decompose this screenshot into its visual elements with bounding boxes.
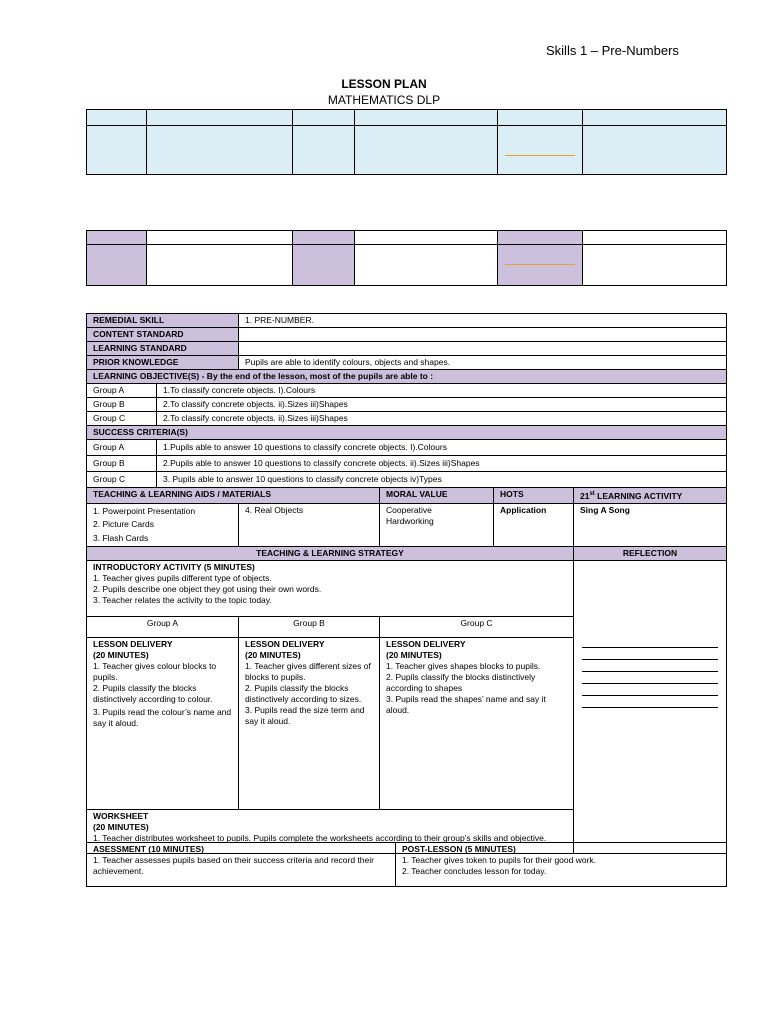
info-cell [293, 231, 355, 245]
worksheet-title: WORKSHEET [93, 811, 149, 822]
reflection-heading: REFLECTION [574, 547, 727, 561]
post-lesson-cell [396, 843, 727, 887]
group-label: Group C [380, 617, 574, 638]
intro-line: 3. Teacher relates the activity to the topic today. [93, 595, 272, 606]
delivery-line: 2. Pupils classify the blocks distinctively according to shapes [386, 672, 536, 694]
table-row [87, 314, 727, 328]
success-text: 2.Pupils able to answer 10 questions to classify concrete objects. ii).Sizes iii)Shapes [157, 456, 727, 472]
intro-line: 1. Teacher gives pupils different type of objects. [93, 573, 272, 584]
info-cell [87, 126, 147, 175]
success-group: Group B [87, 456, 157, 472]
delivery-title: LESSON DELIVERY [93, 639, 173, 650]
objective-text: 2.To classify concrete objects. ii).Sizes iii)Shapes [157, 398, 727, 412]
intro-title: INTRODUCTORY ACTIVITY (5 MINUTES) [93, 562, 255, 573]
info-cell [498, 231, 583, 245]
aid-item: 3. Flash Cards [93, 532, 149, 543]
delivery-duration: (20 MINUTES) [386, 650, 442, 661]
moral-item: Hardworking [386, 515, 434, 526]
lesson-plan-subtitle: MATHEMATICS DLP [327, 93, 441, 107]
info-cell [355, 231, 498, 245]
aid-item: 4. Real Objects [239, 503, 380, 547]
remedial-skill-value: 1. PRE-NUMBER. [239, 314, 727, 328]
post-lesson-line: 1. Teacher gives token to pupils for their good work. [402, 855, 597, 865]
delivery-group-a [87, 638, 239, 810]
info-cell [498, 126, 583, 175]
table-row [87, 503, 727, 547]
skills-label: Skills 1 – Pre-Numbers [546, 43, 679, 58]
table-row [87, 370, 727, 384]
objectives-heading: LEARNING OBJECTIVE(S) - By the end of the lesson, most of the pupils are able to : [87, 370, 727, 384]
info-table-2 [86, 230, 727, 286]
assessment-text: 1. Teacher assesses pupils based on their success criteria and record their achievement. [93, 855, 374, 876]
success-heading: SUCCESS CRITERIA(S) [87, 426, 727, 440]
info-cell [583, 126, 727, 175]
hots-heading: HOTS [494, 488, 574, 504]
aids-list [87, 503, 239, 547]
strategy-heading: TEACHING & LEARNING STRATEGY [87, 547, 574, 561]
success-row [87, 456, 727, 472]
prior-knowledge-value: Pupils are able to identify colours, objects and shapes. [239, 356, 727, 370]
intro-line: 2. Pupils describe one object they got using their own words. [93, 584, 322, 595]
hots-value: Application [494, 503, 574, 547]
remedial-skill-label: REMEDIAL SKILL [87, 314, 239, 328]
objective-text: 1.To classify concrete objects. I).Colours [157, 384, 727, 398]
success-text: 3. Pupils able to answer 10 questions to classify concrete objects iv)Types [157, 472, 727, 488]
post-lesson-line: 2. Teacher concludes lesson for today. [402, 866, 547, 876]
info-cell [147, 110, 293, 126]
info-cell [355, 126, 498, 175]
assessment-title: ASESSMENT (10 MINUTES) [93, 844, 204, 854]
table-row [87, 356, 727, 370]
delivery-line: 3. Pupils read the colour’s name and say it aloud. [93, 707, 232, 729]
objective-group: Group B [87, 398, 157, 412]
info-cell [498, 110, 583, 126]
activity-heading: 21st LEARNING ACTIVITY [574, 488, 727, 504]
info-cell [147, 245, 293, 286]
delivery-group-c [380, 638, 574, 810]
info-cell [293, 110, 355, 126]
lesson-plan-title: LESSON PLAN [341, 77, 427, 91]
objective-row [87, 398, 727, 412]
prior-knowledge-label: PRIOR KNOWLEDGE [87, 356, 239, 370]
date-underline [505, 264, 575, 265]
delivery-duration: (20 MINUTES) [93, 650, 149, 661]
info-cell [87, 110, 147, 126]
delivery-line: 2. Pupils classify the blocks distinctively according to colour. [93, 683, 213, 705]
delivery-group-b [239, 638, 380, 810]
delivery-line: 3. Pupils read the shapes’ name and say it aloud. [386, 694, 546, 716]
info-cell [293, 245, 355, 286]
info-cell [293, 126, 355, 175]
content-standard-label: CONTENT STANDARD [87, 328, 239, 342]
activity-value: Sing A Song [574, 503, 727, 547]
info-cell [147, 126, 293, 175]
table-row [87, 426, 727, 440]
moral-item: Cooperative [386, 504, 432, 515]
table-row [87, 488, 727, 504]
delivery-line: 1. Teacher gives different sizes of blocks to pupils. [245, 661, 371, 683]
reflection-cell [574, 561, 727, 854]
date-underline [505, 155, 575, 156]
objective-row [87, 412, 727, 426]
closing-table [86, 842, 727, 887]
info-cell [147, 231, 293, 245]
table-row [87, 561, 727, 617]
moral-heading: MORAL VALUE [380, 488, 494, 504]
info-cell [87, 231, 147, 245]
lesson-table [86, 313, 727, 854]
success-row [87, 440, 727, 456]
info-cell [355, 110, 498, 126]
objective-group: Group A [87, 384, 157, 398]
table-row [87, 547, 727, 561]
info-cell [498, 245, 583, 286]
post-lesson-title: POST-LESSON (5 MINUTES) [402, 844, 516, 854]
info-cell [355, 245, 498, 286]
delivery-duration: (20 MINUTES) [245, 650, 301, 661]
table-row [87, 843, 727, 887]
moral-value [380, 503, 494, 547]
aid-item: 2. Picture Cards [93, 519, 154, 530]
intro-activity [87, 561, 574, 617]
objective-text: 2.To classify concrete objects. ii).Sizes iii)Shapes [157, 412, 727, 426]
learning-standard-value [239, 342, 727, 356]
worksheet-text: 1. Teacher distributes worksheet to pupils. Pupils complete the worksheets according to their group’s skills and objective. [93, 833, 547, 844]
info-cell [87, 245, 147, 286]
success-group: Group A [87, 440, 157, 456]
info-table-1 [86, 109, 727, 175]
objective-group: Group C [87, 412, 157, 426]
learning-standard-label: LEARNING STANDARD [87, 342, 239, 356]
delivery-line: 1. Teacher gives colour blocks to pupils. [93, 661, 217, 683]
success-group: Group C [87, 472, 157, 488]
delivery-title: LESSON DELIVERY [245, 639, 325, 650]
success-text: 1.Pupils able to answer 10 questions to classify concrete objects. I).Colours [157, 440, 727, 456]
content-standard-value [239, 328, 727, 342]
delivery-title: LESSON DELIVERY [386, 639, 466, 650]
success-row [87, 472, 727, 488]
table-row [87, 342, 727, 356]
info-cell [583, 245, 727, 286]
table-row [87, 328, 727, 342]
objective-row [87, 384, 727, 398]
group-label: Group B [239, 617, 380, 638]
info-cell [583, 231, 727, 245]
delivery-line: 3. Pupils read the size term and say it aloud. [245, 705, 365, 727]
delivery-line: 2. Pupils classify the blocks distinctively according to sizes. [245, 683, 362, 705]
aid-item: 1. Powerpoint Presentation [93, 505, 196, 516]
reflection-lines [574, 561, 726, 853]
delivery-line: 1. Teacher gives shapes blocks to pupils. [386, 661, 541, 672]
group-label: Group A [87, 617, 239, 638]
assessment-cell [87, 843, 396, 887]
aids-heading: TEACHING & LEARNING AIDS / MATERIALS [87, 488, 380, 504]
worksheet-duration: (20 MINUTES) [93, 822, 149, 833]
info-cell [583, 110, 727, 126]
